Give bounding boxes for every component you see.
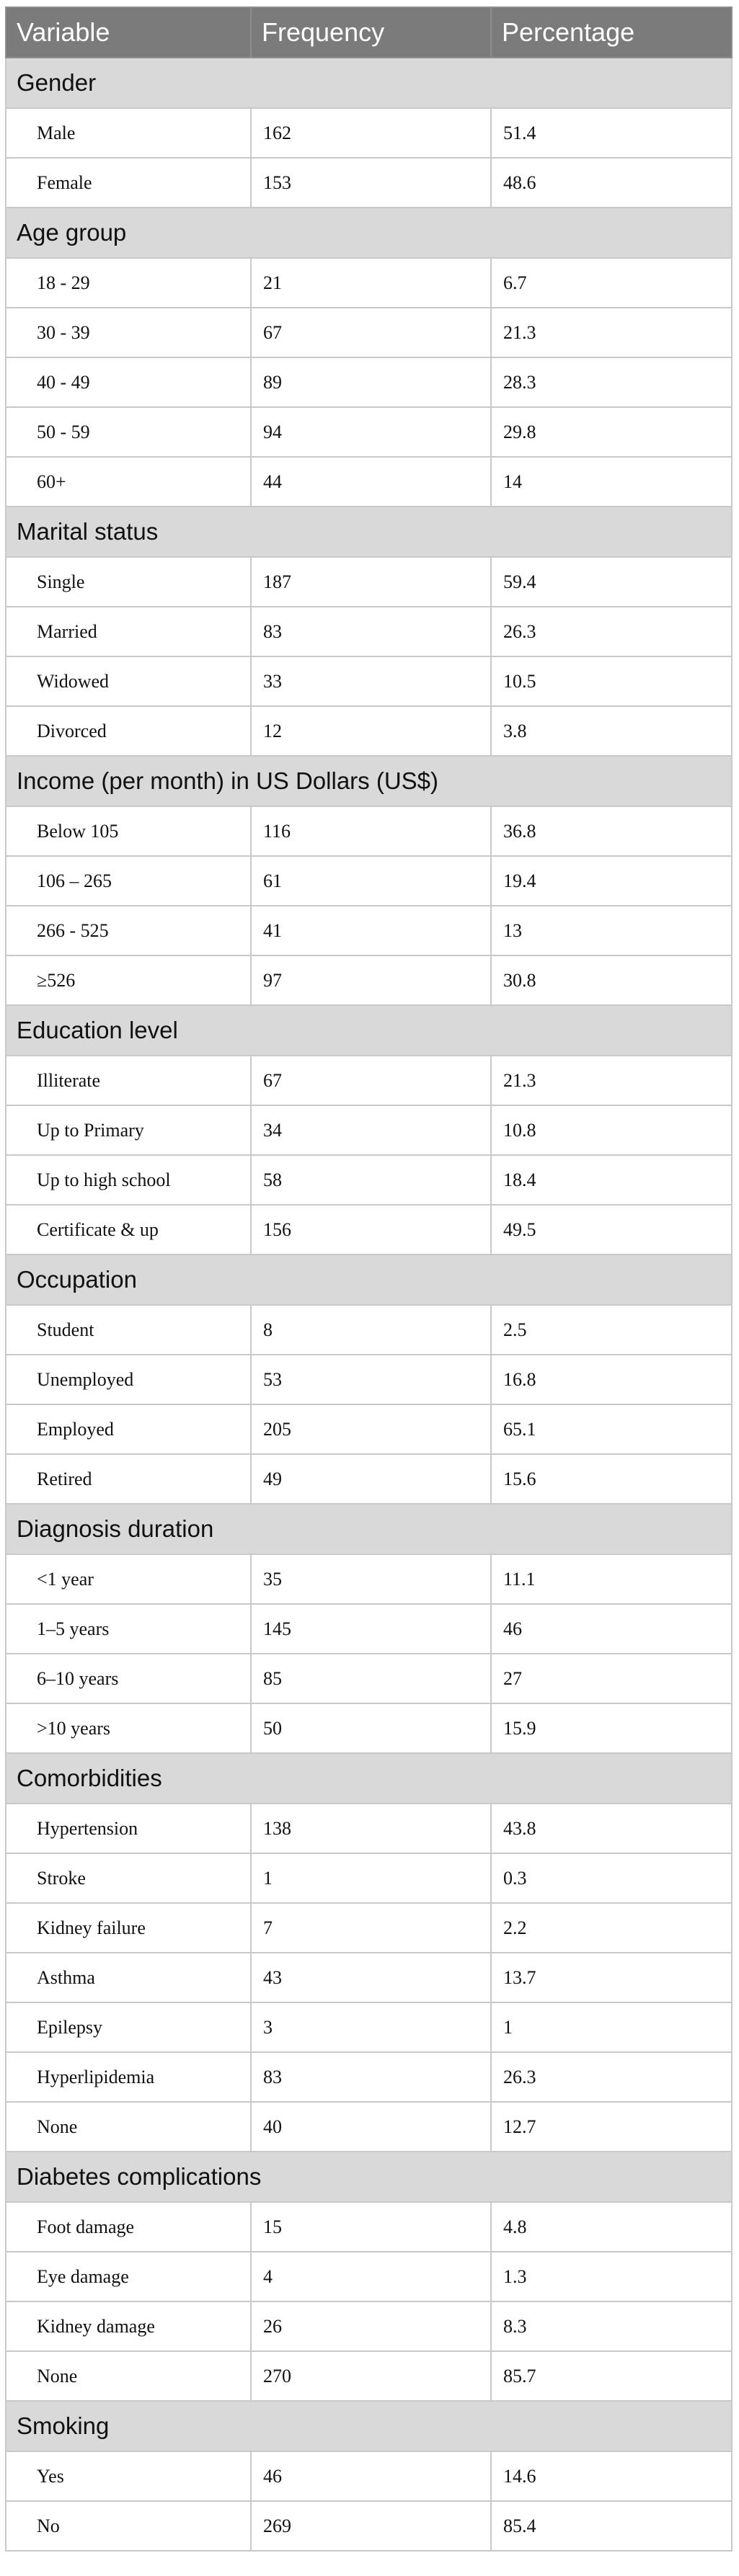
section-title: Income (per month) in US Dollars (US$) xyxy=(6,756,732,806)
row-label: Kidney failure xyxy=(6,1903,251,1953)
section-row xyxy=(6,2401,732,2451)
table-row xyxy=(6,1205,732,1254)
table-row xyxy=(6,856,732,906)
table-row xyxy=(6,2301,732,2351)
row-label: Married xyxy=(6,607,251,656)
row-frequency: 12 xyxy=(251,706,491,756)
row-label: None xyxy=(6,2102,251,2152)
row-percentage: 29.8 xyxy=(491,407,732,457)
table-row xyxy=(6,955,732,1005)
row-label: Epilepsy xyxy=(6,2002,251,2052)
row-percentage: 28.3 xyxy=(491,357,732,407)
row-percentage: 14 xyxy=(491,457,732,507)
row-label: Up to high school xyxy=(6,1155,251,1205)
row-percentage: 59.4 xyxy=(491,557,732,607)
table-row xyxy=(6,2002,732,2052)
row-label: Hyperlipidemia xyxy=(6,2052,251,2102)
row-label: None xyxy=(6,2351,251,2401)
row-percentage: 1.3 xyxy=(491,2252,732,2301)
demographics-table-container xyxy=(5,6,731,2552)
row-label: Stroke xyxy=(6,1853,251,1903)
row-frequency: 138 xyxy=(251,1804,491,1853)
section-title: Smoking xyxy=(6,2401,732,2451)
row-frequency: 205 xyxy=(251,1404,491,1454)
row-frequency: 162 xyxy=(251,108,491,158)
row-frequency: 49 xyxy=(251,1454,491,1504)
row-percentage: 1 xyxy=(491,2002,732,2052)
row-percentage: 6.7 xyxy=(491,258,732,308)
table-header xyxy=(6,7,732,58)
table-row xyxy=(6,1953,732,2002)
row-percentage: 13.7 xyxy=(491,1953,732,2002)
table-row xyxy=(6,1654,732,1703)
table-row xyxy=(6,2102,732,2152)
table-row xyxy=(6,1903,732,1953)
row-frequency: 8 xyxy=(251,1305,491,1355)
row-frequency: 61 xyxy=(251,856,491,906)
table-row xyxy=(6,607,732,656)
section-title: Gender xyxy=(6,58,732,108)
table-row xyxy=(6,557,732,607)
row-label: 30 - 39 xyxy=(6,308,251,357)
section-row xyxy=(6,507,732,557)
row-label: 40 - 49 xyxy=(6,357,251,407)
row-percentage: 4.8 xyxy=(491,2202,732,2252)
table-row xyxy=(6,1703,732,1753)
row-frequency: 1 xyxy=(251,1853,491,1903)
row-label: Female xyxy=(6,158,251,208)
table-row xyxy=(6,1155,732,1205)
row-label: 60+ xyxy=(6,457,251,507)
section-row xyxy=(6,756,732,806)
row-frequency: 145 xyxy=(251,1604,491,1654)
row-frequency: 116 xyxy=(251,806,491,856)
row-percentage: 10.5 xyxy=(491,656,732,706)
row-percentage: 14.6 xyxy=(491,2451,732,2501)
row-frequency: 33 xyxy=(251,656,491,706)
row-percentage: 15.9 xyxy=(491,1703,732,1753)
row-label: <1 year xyxy=(6,1554,251,1604)
table-body xyxy=(6,58,732,2551)
row-percentage: 85.4 xyxy=(491,2501,732,2551)
demographics-table xyxy=(5,6,733,2552)
section-title: Comorbidities xyxy=(6,1753,732,1804)
row-frequency: 58 xyxy=(251,1155,491,1205)
row-percentage: 2.2 xyxy=(491,1903,732,1953)
row-frequency: 44 xyxy=(251,457,491,507)
header-frequency: Frequency xyxy=(251,7,491,58)
row-percentage: 10.8 xyxy=(491,1105,732,1155)
table-row xyxy=(6,1056,732,1105)
row-label: Illiterate xyxy=(6,1056,251,1105)
row-percentage: 27 xyxy=(491,1654,732,1703)
section-row xyxy=(6,58,732,108)
row-label: 6–10 years xyxy=(6,1654,251,1703)
row-frequency: 67 xyxy=(251,308,491,357)
row-frequency: 43 xyxy=(251,1953,491,2002)
table-row xyxy=(6,1404,732,1454)
table-row xyxy=(6,656,732,706)
row-frequency: 3 xyxy=(251,2002,491,2052)
table-row xyxy=(6,407,732,457)
row-frequency: 187 xyxy=(251,557,491,607)
row-percentage: 13 xyxy=(491,906,732,955)
row-frequency: 153 xyxy=(251,158,491,208)
row-percentage: 36.8 xyxy=(491,806,732,856)
row-label: Divorced xyxy=(6,706,251,756)
table-row xyxy=(6,457,732,507)
row-label: Foot damage xyxy=(6,2202,251,2252)
row-label: Yes xyxy=(6,2451,251,2501)
row-percentage: 21.3 xyxy=(491,1056,732,1105)
section-title: Occupation xyxy=(6,1254,732,1305)
row-frequency: 83 xyxy=(251,2052,491,2102)
section-row xyxy=(6,2152,732,2202)
row-label: Single xyxy=(6,557,251,607)
row-percentage: 19.4 xyxy=(491,856,732,906)
section-title: Age group xyxy=(6,208,732,258)
row-label: 106 – 265 xyxy=(6,856,251,906)
header-percentage: Percentage xyxy=(491,7,732,58)
row-frequency: 34 xyxy=(251,1105,491,1155)
row-label: Unemployed xyxy=(6,1355,251,1404)
row-percentage: 8.3 xyxy=(491,2301,732,2351)
row-label: Asthma xyxy=(6,1953,251,2002)
row-label: Employed xyxy=(6,1404,251,1454)
row-percentage: 30.8 xyxy=(491,955,732,1005)
row-percentage: 16.8 xyxy=(491,1355,732,1404)
row-frequency: 50 xyxy=(251,1703,491,1753)
row-percentage: 51.4 xyxy=(491,108,732,158)
row-frequency: 40 xyxy=(251,2102,491,2152)
section-row xyxy=(6,208,732,258)
row-percentage: 43.8 xyxy=(491,1804,732,1853)
section-row xyxy=(6,1254,732,1305)
row-label: Kidney damage xyxy=(6,2301,251,2351)
row-frequency: 4 xyxy=(251,2252,491,2301)
row-label: >10 years xyxy=(6,1703,251,1753)
row-frequency: 89 xyxy=(251,357,491,407)
table-row xyxy=(6,1554,732,1604)
table-row xyxy=(6,1355,732,1404)
row-frequency: 94 xyxy=(251,407,491,457)
table-row xyxy=(6,258,732,308)
section-title: Diagnosis duration xyxy=(6,1504,732,1554)
row-percentage: 0.3 xyxy=(491,1853,732,1903)
row-label: 1–5 years xyxy=(6,1604,251,1654)
row-frequency: 15 xyxy=(251,2202,491,2252)
row-percentage: 49.5 xyxy=(491,1205,732,1254)
row-percentage: 85.7 xyxy=(491,2351,732,2401)
row-percentage: 15.6 xyxy=(491,1454,732,1504)
table-row xyxy=(6,1454,732,1504)
row-percentage: 26.3 xyxy=(491,607,732,656)
row-frequency: 67 xyxy=(251,1056,491,1105)
row-percentage: 3.8 xyxy=(491,706,732,756)
row-label: Widowed xyxy=(6,656,251,706)
row-percentage: 12.7 xyxy=(491,2102,732,2152)
row-percentage: 46 xyxy=(491,1604,732,1654)
row-percentage: 21.3 xyxy=(491,308,732,357)
header-row xyxy=(6,7,732,58)
row-label: Certificate & up xyxy=(6,1205,251,1254)
table-row xyxy=(6,2451,732,2501)
row-label: Student xyxy=(6,1305,251,1355)
row-percentage: 18.4 xyxy=(491,1155,732,1205)
row-label: 18 - 29 xyxy=(6,258,251,308)
table-row xyxy=(6,108,732,158)
table-row xyxy=(6,2252,732,2301)
header-variable: Variable xyxy=(6,7,251,58)
table-row xyxy=(6,2052,732,2102)
row-label: No xyxy=(6,2501,251,2551)
section-row xyxy=(6,1005,732,1056)
row-label: Retired xyxy=(6,1454,251,1504)
row-percentage: 48.6 xyxy=(491,158,732,208)
row-percentage: 11.1 xyxy=(491,1554,732,1604)
row-label: Below 105 xyxy=(6,806,251,856)
row-frequency: 97 xyxy=(251,955,491,1005)
row-frequency: 85 xyxy=(251,1654,491,1703)
section-title: Diabetes complications xyxy=(6,2152,732,2202)
row-frequency: 46 xyxy=(251,2451,491,2501)
row-frequency: 156 xyxy=(251,1205,491,1254)
table-row xyxy=(6,2501,732,2551)
row-label: ≥526 xyxy=(6,955,251,1005)
table-row xyxy=(6,2351,732,2401)
row-frequency: 53 xyxy=(251,1355,491,1404)
section-title: Education level xyxy=(6,1005,732,1056)
table-row xyxy=(6,1105,732,1155)
section-title: Marital status xyxy=(6,507,732,557)
row-frequency: 83 xyxy=(251,607,491,656)
row-label: Male xyxy=(6,108,251,158)
table-row xyxy=(6,1604,732,1654)
table-row xyxy=(6,1804,732,1853)
row-frequency: 270 xyxy=(251,2351,491,2401)
table-row xyxy=(6,2202,732,2252)
table-row xyxy=(6,1305,732,1355)
table-row xyxy=(6,308,732,357)
row-label: Up to Primary xyxy=(6,1105,251,1155)
row-percentage: 26.3 xyxy=(491,2052,732,2102)
table-row xyxy=(6,158,732,208)
table-row xyxy=(6,706,732,756)
row-frequency: 7 xyxy=(251,1903,491,1953)
row-frequency: 269 xyxy=(251,2501,491,2551)
row-frequency: 26 xyxy=(251,2301,491,2351)
table-row xyxy=(6,1853,732,1903)
row-frequency: 21 xyxy=(251,258,491,308)
row-frequency: 41 xyxy=(251,906,491,955)
row-label: Eye damage xyxy=(6,2252,251,2301)
row-label: Hypertension xyxy=(6,1804,251,1853)
row-label: 266 - 525 xyxy=(6,906,251,955)
table-row xyxy=(6,906,732,955)
row-percentage: 65.1 xyxy=(491,1404,732,1454)
row-frequency: 35 xyxy=(251,1554,491,1604)
section-row xyxy=(6,1753,732,1804)
section-row xyxy=(6,1504,732,1554)
row-percentage: 2.5 xyxy=(491,1305,732,1355)
table-row xyxy=(6,357,732,407)
row-label: 50 - 59 xyxy=(6,407,251,457)
table-row xyxy=(6,806,732,856)
